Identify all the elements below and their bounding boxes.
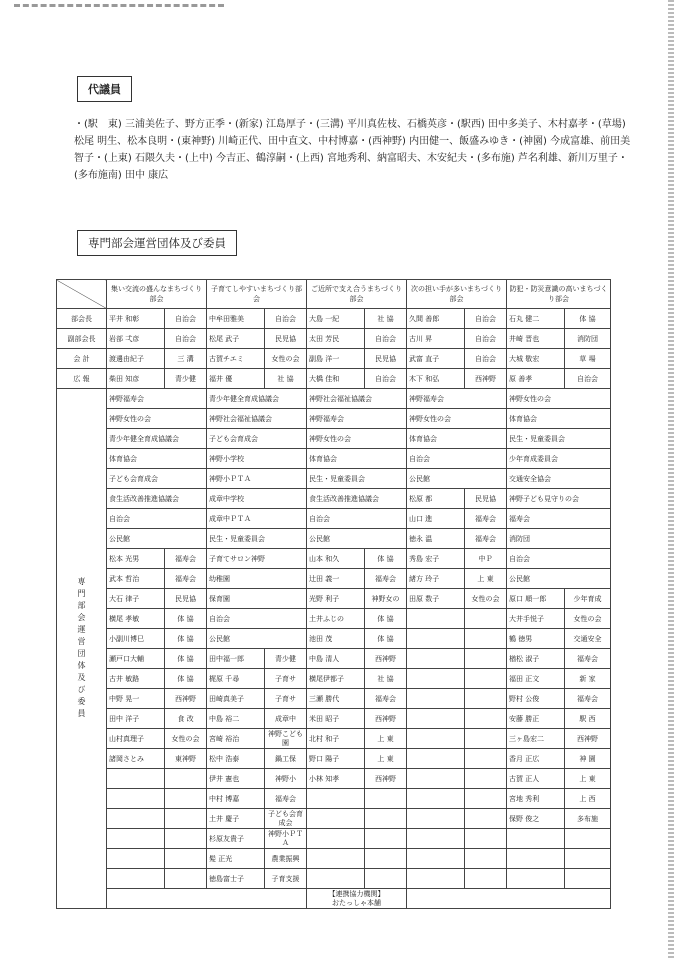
officer-name: 柴田 知彦 xyxy=(107,369,165,389)
member-name xyxy=(407,809,465,829)
member-name: 山本 和久 xyxy=(307,549,365,569)
org-name: 公民館 xyxy=(407,469,507,489)
officer-affiliation: 自治会 xyxy=(365,369,407,389)
officer-affiliation: 西神野 xyxy=(465,369,507,389)
org-name: 公民館 xyxy=(207,629,307,649)
member-affiliation xyxy=(365,869,407,889)
member-affiliation: 神 園 xyxy=(565,749,611,769)
member-name xyxy=(507,849,565,869)
member-affiliation: 西神野 xyxy=(165,689,207,709)
officer-name: 福井 優 xyxy=(207,369,265,389)
org-name: 成章中学校 xyxy=(207,489,307,509)
officer-affiliation: 民児協 xyxy=(365,349,407,369)
member-affiliation: 民児協 xyxy=(465,489,507,509)
member-affiliation: 体 協 xyxy=(365,609,407,629)
member-name: 大石 律子 xyxy=(107,589,165,609)
org-name: 幼稚園 xyxy=(207,569,307,589)
member-name xyxy=(507,869,565,889)
member-name: 原口 順一郎 xyxy=(507,589,565,609)
member-row xyxy=(57,649,611,669)
member-affiliation: 上 東 xyxy=(365,729,407,749)
member-affiliation: 神野小 xyxy=(265,769,307,789)
officer-row xyxy=(57,369,611,389)
member-affiliation: 子育サ xyxy=(265,689,307,709)
member-name: 香月 正広 xyxy=(507,749,565,769)
member-affiliation: 福寿会 xyxy=(265,789,307,809)
org-name: 体育協会 xyxy=(407,429,507,449)
member-name: 三ヶ島宏二 xyxy=(507,729,565,749)
role-label: 会 計 xyxy=(57,349,107,369)
officer-affiliation: 民児協 xyxy=(265,329,307,349)
member-name: 古賀 正人 xyxy=(507,769,565,789)
org-name: 神野社会福祉協議会 xyxy=(207,409,307,429)
member-name xyxy=(407,649,465,669)
member-name: 田中 洋子 xyxy=(107,709,165,729)
top-dash-border xyxy=(14,0,224,7)
org-name: 公民館 xyxy=(507,569,611,589)
member-name xyxy=(107,869,165,889)
member-affiliation: 西神野 xyxy=(365,769,407,789)
member-name xyxy=(307,869,365,889)
member-name xyxy=(407,749,465,769)
org-name: 民生・児童委員会 xyxy=(307,469,407,489)
member-affiliation: 女性の会 xyxy=(565,609,611,629)
member-name: 中島 清人 xyxy=(307,649,365,669)
member-name: 大井手悦子 xyxy=(507,609,565,629)
member-name: 伊井 憲也 xyxy=(207,769,265,789)
member-affiliation: 女性の会 xyxy=(465,589,507,609)
member-affiliation xyxy=(465,609,507,629)
member-affiliation: 体 協 xyxy=(365,629,407,649)
officer-affiliation: 三 溝 xyxy=(165,349,207,369)
member-row xyxy=(57,729,611,749)
org-name: 体育協会 xyxy=(107,449,207,469)
footnote-row xyxy=(57,889,611,909)
member-name xyxy=(107,789,165,809)
org-name: 青少年健全育成協議会 xyxy=(207,389,307,409)
member-name xyxy=(307,849,365,869)
org-name: 交通安全協会 xyxy=(507,469,611,489)
org-name: 子育てサロン神野 xyxy=(207,549,307,569)
member-name xyxy=(407,769,465,789)
org-name: 神野子ども見守りの会 xyxy=(507,489,611,509)
member-affiliation: 体 協 xyxy=(365,549,407,569)
org-name: 自治会 xyxy=(507,549,611,569)
officer-affiliation: 自治会 xyxy=(465,309,507,329)
officer-name: 渡邊由紀子 xyxy=(107,349,165,369)
member-row xyxy=(57,709,611,729)
member-name: 保野 俊之 xyxy=(507,809,565,829)
member-affiliation: 多布施 xyxy=(565,809,611,829)
member-affiliation xyxy=(465,769,507,789)
committee-table xyxy=(56,279,611,909)
officer-name: 古川 昇 xyxy=(407,329,465,349)
officer-affiliation: 自治会 xyxy=(465,329,507,349)
member-affiliation: 社 協 xyxy=(365,669,407,689)
officer-affiliation: 草 場 xyxy=(565,349,611,369)
org-name: 体育協会 xyxy=(307,449,407,469)
member-affiliation: 食 改 xyxy=(165,709,207,729)
member-name: 三瀬 勝代 xyxy=(307,689,365,709)
member-row xyxy=(57,869,611,889)
org-name: 自治会 xyxy=(207,609,307,629)
org-name: 神野小ＰＴＡ xyxy=(207,469,307,489)
org-row xyxy=(57,449,611,469)
member-affiliation: 福寿会 xyxy=(565,689,611,709)
member-row xyxy=(57,789,611,809)
member-affiliation: 福寿会 xyxy=(565,649,611,669)
member-affiliation: 駅 西 xyxy=(565,709,611,729)
org-name: 神野女性の会 xyxy=(307,429,407,449)
member-affiliation: 体 協 xyxy=(165,629,207,649)
member-name: 徳島富士子 xyxy=(207,869,265,889)
member-row xyxy=(57,769,611,789)
member-name xyxy=(407,629,465,649)
officer-affiliation: 自治会 xyxy=(265,309,307,329)
member-name: 土井 慶子 xyxy=(207,809,265,829)
member-affiliation xyxy=(165,869,207,889)
officer-affiliation: 自治会 xyxy=(565,369,611,389)
member-name: 武本 哲治 xyxy=(107,569,165,589)
org-name: 神野社会福祉協議会 xyxy=(307,389,407,409)
org-name: 保育園 xyxy=(207,589,307,609)
member-name: 池田 茂 xyxy=(307,629,365,649)
member-name: 山口 進 xyxy=(407,509,465,529)
org-name: 福寿会 xyxy=(507,509,611,529)
member-name xyxy=(407,689,465,709)
member-name: 中村 博嘉 xyxy=(207,789,265,809)
member-name xyxy=(407,869,465,889)
officer-name: 副島 洋一 xyxy=(307,349,365,369)
member-name xyxy=(307,789,365,809)
member-affiliation: 子育支援 xyxy=(265,869,307,889)
member-name: 中野 晃一 xyxy=(107,689,165,709)
council-members-text: ・(駅 東) 三浦美佐子、野方正季・(新家) 江島厚子・(三溝) 平川真佐枝、石橋英彦・(駅西) 田中多美子、木村嘉孝・(草場) 松尾 明生、松本良明・(東神野) 川崎正代、田中直文、中村博嘉・(西神野) 内田健一、飯盛みゆき・(神園) 今成富雄、前田美智子・(上東) 石隈久夫・(上中) 今吉正、鶴淳嗣・(上西) 宮地秀利、納富昭夫、木安紀夫・(多布施) 芦名利雄、新川万里子・(多布施南) 田中 康広 xyxy=(74,119,631,181)
member-affiliation: 福寿会 xyxy=(365,569,407,589)
member-name: 北村 和子 xyxy=(307,729,365,749)
member-affiliation xyxy=(165,849,207,869)
member-affiliation xyxy=(465,709,507,729)
member-row xyxy=(57,569,611,589)
member-name xyxy=(407,709,465,729)
member-affiliation: 西神野 xyxy=(365,709,407,729)
member-affiliation: 神野女の xyxy=(365,589,407,609)
org-name: 神野福寿会 xyxy=(407,389,507,409)
org-name: 神野福寿会 xyxy=(107,389,207,409)
member-affiliation xyxy=(465,669,507,689)
member-row xyxy=(57,849,611,869)
member-affiliation xyxy=(465,789,507,809)
officer-affiliation: 消防団 xyxy=(565,329,611,349)
member-affiliation xyxy=(165,789,207,809)
member-name: 緒方 玲子 xyxy=(407,569,465,589)
org-name: 民生・児童委員会 xyxy=(207,529,307,549)
officer-name: 武富 直子 xyxy=(407,349,465,369)
member-name xyxy=(507,829,565,849)
member-name: 光野 利子 xyxy=(307,589,365,609)
officer-name: 松尾 武子 xyxy=(207,329,265,349)
member-row xyxy=(57,609,611,629)
member-affiliation: 農業振興 xyxy=(265,849,307,869)
member-affiliation xyxy=(165,829,207,849)
member-name xyxy=(107,849,165,869)
member-row xyxy=(57,549,611,569)
member-row xyxy=(57,689,611,709)
member-name xyxy=(107,769,165,789)
member-affiliation xyxy=(365,849,407,869)
member-name xyxy=(407,729,465,749)
member-affiliation xyxy=(565,849,611,869)
org-name: 消防団 xyxy=(507,529,611,549)
group-header: 子育てしやすいまちづくり部会 xyxy=(207,280,307,309)
member-name xyxy=(407,849,465,869)
member-affiliation: 体 協 xyxy=(165,669,207,689)
org-row xyxy=(57,509,611,529)
member-name: 古井 敏路 xyxy=(107,669,165,689)
member-name xyxy=(407,829,465,849)
member-name: 松中 浩泰 xyxy=(207,749,265,769)
member-affiliation xyxy=(465,629,507,649)
member-affiliation: 子育サ xyxy=(265,669,307,689)
group-header: 次の担い手が多いまちづくり部会 xyxy=(407,280,507,309)
member-affiliation xyxy=(565,869,611,889)
member-affiliation: 青少健 xyxy=(265,649,307,669)
org-name: 神野女性の会 xyxy=(507,389,611,409)
officer-affiliation: 自治会 xyxy=(165,309,207,329)
org-name: 自治会 xyxy=(107,509,207,529)
section-title-committee: 専門部会運営団体及び委員 xyxy=(77,230,237,256)
member-name: 田原 数子 xyxy=(407,589,465,609)
member-name xyxy=(407,789,465,809)
member-name xyxy=(407,669,465,689)
officer-name: 古賀チエミ xyxy=(207,349,265,369)
member-affiliation: 西神野 xyxy=(565,729,611,749)
org-name: 公民館 xyxy=(107,529,207,549)
group-header: 集い交流の盛んなまちづくり部会 xyxy=(107,280,207,309)
member-affiliation xyxy=(365,829,407,849)
officer-name: 久間 善郎 xyxy=(407,309,465,329)
member-affiliation xyxy=(465,869,507,889)
member-affiliation xyxy=(165,769,207,789)
member-affiliation xyxy=(465,809,507,829)
member-affiliation: 福寿会 xyxy=(165,569,207,589)
member-name: 田中福一郎 xyxy=(207,649,265,669)
member-row xyxy=(57,829,611,849)
member-name: 中島 裕二 xyxy=(207,709,265,729)
member-affiliation: 新 家 xyxy=(565,669,611,689)
member-affiliation: 神野小ＰＴＡ xyxy=(265,829,307,849)
member-name: 松本 光男 xyxy=(107,549,165,569)
member-affiliation: 体 協 xyxy=(165,649,207,669)
org-name: 自治会 xyxy=(407,449,507,469)
member-affiliation: 上 西 xyxy=(565,789,611,809)
member-name xyxy=(107,829,165,849)
org-name: 神野女性の会 xyxy=(107,409,207,429)
org-name: 神野福寿会 xyxy=(307,409,407,429)
member-name: 小林 知孝 xyxy=(307,769,365,789)
corner-cell xyxy=(57,280,107,309)
officer-row xyxy=(57,349,611,369)
section-title-council: 代議員 xyxy=(77,76,132,102)
member-affiliation: 民児協 xyxy=(165,589,207,609)
member-affiliation xyxy=(465,729,507,749)
member-name: 宮地 秀利 xyxy=(507,789,565,809)
member-name: 米田 昭子 xyxy=(307,709,365,729)
officer-name: 原 善孝 xyxy=(507,369,565,389)
org-name: 民生・児童委員会 xyxy=(507,429,611,449)
org-name: 子ども会育成会 xyxy=(207,429,307,449)
member-affiliation: 女性の会 xyxy=(165,729,207,749)
member-name: 諸岡さとみ xyxy=(107,749,165,769)
member-affiliation xyxy=(465,849,507,869)
officer-name: 石丸 健二 xyxy=(507,309,565,329)
officer-affiliation: 自治会 xyxy=(365,329,407,349)
empty-cell xyxy=(107,889,307,909)
member-row xyxy=(57,589,611,609)
officer-affiliation: 女性の会 xyxy=(265,349,307,369)
binder-edge xyxy=(668,0,674,960)
header-row xyxy=(57,280,611,309)
org-name: 子ども会育成会 xyxy=(107,469,207,489)
org-name: 成章中ＰＴＡ xyxy=(207,509,307,529)
member-affiliation xyxy=(365,809,407,829)
member-name: 梶原 千尋 xyxy=(207,669,265,689)
member-name: 宮崎 裕治 xyxy=(207,729,265,749)
role-label: 副部会長 xyxy=(57,329,107,349)
member-affiliation: 福寿会 xyxy=(165,549,207,569)
member-affiliation: 上 東 xyxy=(365,749,407,769)
member-name: 野口 陽子 xyxy=(307,749,365,769)
member-row xyxy=(57,749,611,769)
member-name: 楢松 淑子 xyxy=(507,649,565,669)
member-affiliation xyxy=(465,649,507,669)
member-name: 田崎真美子 xyxy=(207,689,265,709)
officer-affiliation: 自治会 xyxy=(465,349,507,369)
officer-affiliation: 自治会 xyxy=(165,329,207,349)
empty-cell xyxy=(407,889,611,909)
member-row xyxy=(57,629,611,649)
member-name xyxy=(307,809,365,829)
member-affiliation: 体 協 xyxy=(165,609,207,629)
officer-name: 井崎 晋也 xyxy=(507,329,565,349)
member-name: 瀬戸口大輔 xyxy=(107,649,165,669)
member-affiliation: 交通安全 xyxy=(565,629,611,649)
member-name: 鶴 徳男 xyxy=(507,629,565,649)
member-name xyxy=(107,809,165,829)
partner-note-heading: 【連携協力機関】 xyxy=(328,889,385,898)
org-row xyxy=(57,429,611,449)
member-affiliation xyxy=(465,749,507,769)
officer-affiliation: 社 協 xyxy=(365,309,407,329)
officer-name: 平井 和彰 xyxy=(107,309,165,329)
member-affiliation: 上 東 xyxy=(565,769,611,789)
member-affiliation: 鍋工保 xyxy=(265,749,307,769)
member-name: 横尾 孝敏 xyxy=(107,609,165,629)
org-row xyxy=(57,489,611,509)
member-affiliation xyxy=(565,829,611,849)
member-affiliation: 子ども会育成会 xyxy=(265,809,307,829)
officer-affiliation: 青少健 xyxy=(165,369,207,389)
member-row xyxy=(57,669,611,689)
officer-name: 中牟田雅美 xyxy=(207,309,265,329)
member-affiliation: 福寿会 xyxy=(465,529,507,549)
org-name: 神野女性の会 xyxy=(407,409,507,429)
org-name: 公民館 xyxy=(307,529,407,549)
member-name: 徳永 温 xyxy=(407,529,465,549)
org-name: 青少年健全育成協議会 xyxy=(107,429,207,449)
officer-name: 大橋 佳和 xyxy=(307,369,365,389)
member-name: 山村真理子 xyxy=(107,729,165,749)
member-name: 髪 正光 xyxy=(207,849,265,869)
officer-affiliation: 体 協 xyxy=(565,309,611,329)
member-affiliation: 神野こども園 xyxy=(265,729,307,749)
member-affiliation xyxy=(465,689,507,709)
member-name: 安藤 勝正 xyxy=(507,709,565,729)
org-name: 食生活改善推進協議会 xyxy=(307,489,407,509)
org-row xyxy=(57,409,611,429)
officer-row xyxy=(57,309,611,329)
officer-name: 岩部 弌彦 xyxy=(107,329,165,349)
member-affiliation: 西神野 xyxy=(365,649,407,669)
member-affiliation xyxy=(165,809,207,829)
officer-name: 木下 和弘 xyxy=(407,369,465,389)
member-affiliation: 少年育成 xyxy=(565,589,611,609)
org-name: 体育協会 xyxy=(507,409,611,429)
officer-name: 大島 一紀 xyxy=(307,309,365,329)
member-affiliation: 成章中 xyxy=(265,709,307,729)
side-label: 専門部会運営団体及び委員 xyxy=(57,389,107,909)
org-row xyxy=(57,389,611,409)
member-name: 松原 都 xyxy=(407,489,465,509)
org-name: 食生活改善推進協議会 xyxy=(107,489,207,509)
org-name: 少年育成委員会 xyxy=(507,449,611,469)
member-name: 秀島 宏子 xyxy=(407,549,465,569)
member-name xyxy=(307,829,365,849)
officer-name: 大城 敬宏 xyxy=(507,349,565,369)
group-header: ご近所で支え合うまちづくり部会 xyxy=(307,280,407,309)
org-row xyxy=(57,529,611,549)
member-affiliation: 中Ｐ xyxy=(465,549,507,569)
member-name: 杉原友貴子 xyxy=(207,829,265,849)
member-name: 野村 公俊 xyxy=(507,689,565,709)
member-name: 横尾伊都子 xyxy=(307,669,365,689)
member-affiliation: 福寿会 xyxy=(365,689,407,709)
member-name: 土井ふじの xyxy=(307,609,365,629)
member-affiliation: 上 東 xyxy=(465,569,507,589)
org-name: 神野小学校 xyxy=(207,449,307,469)
org-name: 自治会 xyxy=(307,509,407,529)
member-name: 辻田 義一 xyxy=(307,569,365,589)
group-header: 防犯・防災意識の高いまちづくり部会 xyxy=(507,280,611,309)
officer-row xyxy=(57,329,611,349)
partner-note-name: おたっしゃ本舗 xyxy=(332,898,381,907)
member-affiliation: 福寿会 xyxy=(465,509,507,529)
member-name: 小副川博巳 xyxy=(107,629,165,649)
role-label: 広 報 xyxy=(57,369,107,389)
member-affiliation: 東神野 xyxy=(165,749,207,769)
org-row xyxy=(57,469,611,489)
member-affiliation xyxy=(365,789,407,809)
officer-affiliation: 社 協 xyxy=(265,369,307,389)
role-label: 部会長 xyxy=(57,309,107,329)
partner-note xyxy=(307,889,407,909)
member-name xyxy=(407,609,465,629)
member-affiliation xyxy=(465,829,507,849)
member-name: 福田 正文 xyxy=(507,669,565,689)
officer-name: 太田 芳民 xyxy=(307,329,365,349)
member-row xyxy=(57,809,611,829)
